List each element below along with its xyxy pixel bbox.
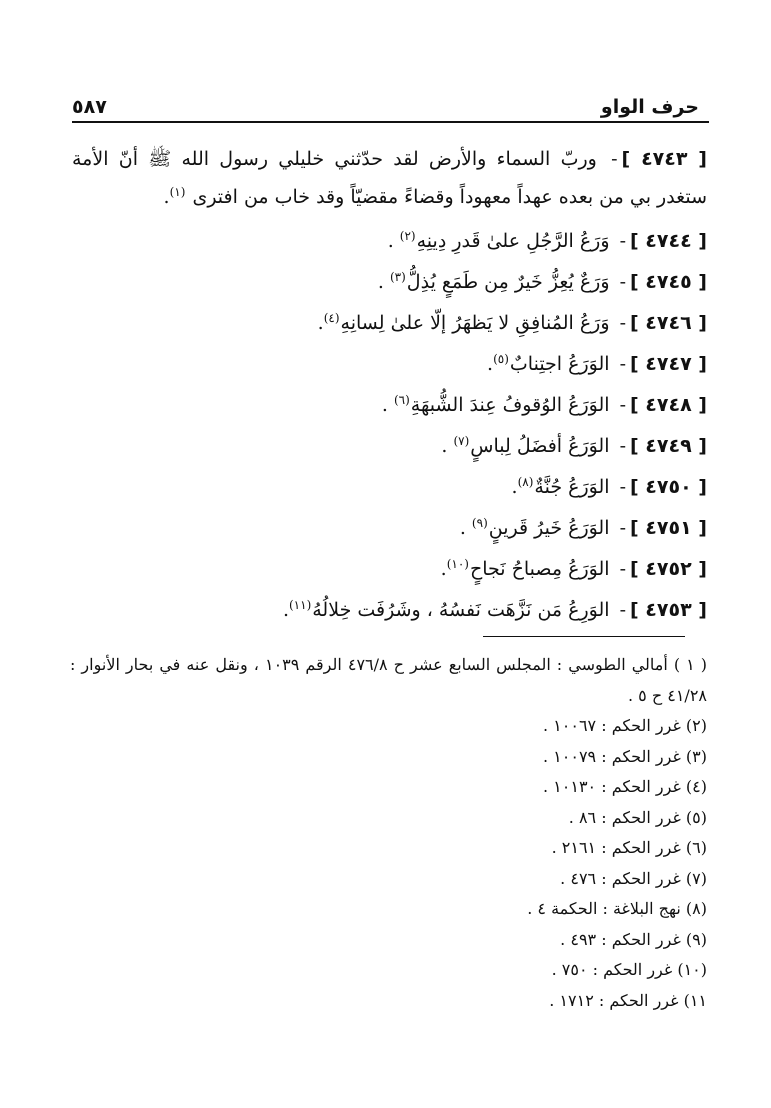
footnote: (١٠) غرر الحكم : ٧٥٠ . [551, 960, 707, 979]
entry-text: الوَرَعُ اجتِنابٌ [509, 353, 610, 375]
entry-text: وَرَعُ الرَّجُلِ علىٰ قَدرِ دِينِهِ [416, 230, 610, 252]
footnote: (٢) غرر الحكم : ١٠٠٦٧ . [542, 716, 707, 735]
footnote: (٥) غرر الحكم : ٨٦ . [568, 807, 707, 827]
hadith-entry: [ ٤٧٤٨ ]- الوَرَعُ الوُقوفُ عِندَ الشُّبهَةِ$^{(٦)}$ . [381, 392, 707, 416]
hadith-entry: [ ٤٧٤٣ ]- وربّ السماء والأرض لقد حدّثني خليلي رسول الله ﷺ أنّ الأمة ستغدر بي من بعده عهداً معهوداً وقضاءً مقضيّاً وقد خاب من افترى $^{(١)}$. [72, 148, 707, 208]
footnote-ref: (٧) [453, 433, 470, 448]
footnote: (٤) غرر الحكم : ١٠١٣٠ . [542, 777, 707, 796]
hadith-entry: [ ٤٧٤٥ ]- وَرَعٌ يُعِزُّ خَيرٌ مِن طَمَعٍ يُذِلُّ$^{(٣)}$ . [377, 269, 707, 293]
footnote-ref: (١٠) [446, 556, 469, 571]
entry-number: [ ٤٧٤٣ ] [621, 148, 707, 170]
footnote-ref: (٥) [493, 351, 509, 366]
entry-text: الوَرَعُ أفضَلُ لِباسٍ [470, 435, 610, 457]
entry-number: [ ٤٧٤٧ ] [629, 353, 707, 375]
footnote-ref: (٣) [389, 269, 406, 284]
hadith-entry: [ ٤٧٤٤ ]- وَرَعُ الرَّجُلِ علىٰ قَدرِ دِينِهِ$^{(٢)}$ . [387, 228, 707, 252]
chapter-title: حرف الواو [600, 96, 699, 118]
footnote-ref: (١) [169, 184, 186, 199]
footnote: ١١) غرر الحكم : ١٧١٢ . [549, 990, 707, 1010]
footnote: (٣) غرر الحكم : ١٠٠٧٩ . [542, 746, 707, 766]
footnote-ref: (١١) [288, 597, 312, 612]
hadith-entry: [ ٤٧٤٦ ]- وَرَعُ المُنافِقِ لا يَظهَرُ إلّا علىٰ لِسانِهِ$^{(٤)}$. [317, 310, 707, 334]
footnote: (٨) نهج البلاغة : الحكمة ٤ . [527, 899, 707, 918]
entry-text: الوَرَعُ خَيرُ قَرينٍ [488, 517, 610, 539]
entry-number: [ ٤٧٤٨ ] [629, 394, 707, 416]
entry-text: وَرَعٌ يُعِزُّ خَيرٌ مِن طَمَعٍ يُذِلُّ [406, 271, 610, 293]
footnote-divider [483, 636, 685, 637]
entry-text: الوَرَعُ جُنَّةٌ [534, 476, 610, 498]
entry-number: [ ٤٧٥٢ ] [629, 558, 707, 580]
hadith-entry: [ ٤٧٥٠ ]- الوَرَعُ جُنَّةٌ$^{(٨)}$. [511, 474, 707, 498]
hadith-entry: [ ٤٧٥٢ ]- الوَرَعُ مِصباحُ نَجاحٍ$^{(١٠)}$. [440, 556, 707, 580]
entry-number: [ ٤٧٤٩ ] [629, 435, 707, 457]
entry-number: [ ٤٧٥٠ ] [629, 476, 707, 498]
footnotes [70, 650, 707, 1016]
page-number: ٥٨٧ [72, 96, 107, 118]
hadith-entry: [ ٤٧٤٧ ]- الوَرَعُ اجتِنابٌ$^{(٥)}$. [487, 351, 707, 375]
footnote: (٦) غرر الحكم : ٢١٦١ . [551, 838, 707, 857]
entry-text: وَرَعُ المُنافِقِ لا يَظهَرُ إلّا علىٰ لِسانِهِ [340, 312, 610, 334]
entry-text: الوَرَعُ مِصباحُ نَجاحٍ [469, 558, 610, 580]
entry-text: الوَرِعُ مَن نَزَّهَت نَفسُهُ ، وشَرُفَت خِلالُهُ [312, 599, 610, 621]
footnote: (٩) غرر الحكم : ٤٩٣ . [560, 929, 707, 949]
hadith-entry: [ ٤٧٥١ ]- الوَرَعُ خَيرُ قَرينٍ$^{(٩)}$ . [459, 515, 707, 539]
footnote: ( ١ ) أمالي الطوسي : المجلس السابع عشر ح ٤٧٦/٨ الرقم ١٠٣٩ ، ونقل عنه في بحار الأنوار : ٤١/٢٨ ح ٥ . [70, 655, 708, 705]
entry-number: [ ٤٧٥٣ ] [629, 599, 707, 621]
hadith-list [72, 140, 707, 629]
entry-text: الوَرَعُ الوُقوفُ عِندَ الشُّبهَةِ [410, 394, 610, 416]
hadith-entry: [ ٤٧٤٩ ]- الوَرَعُ أفضَلُ لِباسٍ$^{(٧)}$ . [441, 433, 707, 457]
entry-number: [ ٤٧٤٥ ] [629, 271, 707, 293]
footnote: (٧) غرر الحكم : ٤٧٦ . [560, 868, 707, 888]
entry-number: [ ٤٧٤٦ ] [629, 312, 707, 334]
entry-number: [ ٤٧٤٤ ] [629, 230, 707, 252]
header-divider [72, 121, 709, 123]
footnote-ref: (٢) [399, 228, 416, 243]
footnote-ref: (٤) [323, 310, 340, 325]
page-header [72, 86, 699, 118]
entry-text: وربّ السماء والأرض لقد حدّثني خليلي رسول الله ﷺ أنّ الأمة ستغدر بي من بعده عهداً معهوداً وقضاءً مقضيّاً وقد خاب من افترى [72, 148, 707, 208]
entry-number: [ ٤٧٥١ ] [629, 517, 707, 539]
footnote-ref: (٨) [517, 474, 534, 489]
hadith-entry: [ ٤٧٥٣ ]- الوَرِعُ مَن نَزَّهَت نَفسُهُ ، وشَرُفَت خِلالُهُ$^{(١١)}$. [282, 597, 707, 621]
footnote-ref: (٩) [471, 515, 488, 530]
footnote-ref: (٦) [393, 392, 410, 407]
